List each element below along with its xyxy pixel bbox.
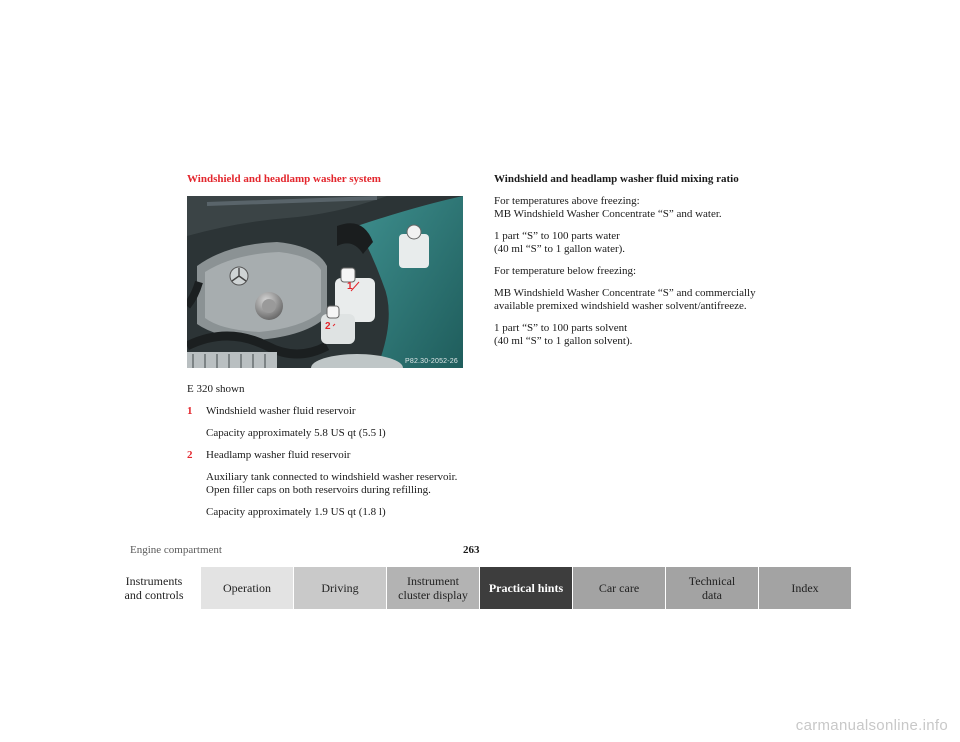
page-number: 263 <box>463 544 480 556</box>
right-column <box>494 172 784 357</box>
nav-tab-technical-data[interactable]: Technical data <box>666 567 759 609</box>
engine-illustration <box>187 196 463 368</box>
nav-tab-driving[interactable]: Driving <box>294 567 387 609</box>
figure-caption: E 320 shown <box>187 383 245 395</box>
chapter-nav <box>108 567 851 609</box>
nav-tab-instrument-cluster[interactable]: Instrument cluster display <box>387 567 480 609</box>
item-title: Windshield washer fluid reservoir <box>206 405 356 417</box>
section-footer: Engine compartment <box>130 544 222 556</box>
item-number: 1 <box>187 405 193 417</box>
nav-tab-practical-hints[interactable]: Practical hints <box>480 567 573 609</box>
nav-tab-instruments-controls[interactable]: Instruments and controls <box>108 567 201 609</box>
list-item <box>187 405 467 440</box>
list-item <box>187 449 467 519</box>
item-number: 2 <box>187 449 193 461</box>
item-detail: Auxiliary tank connected to windshield washer reservoir. Open filler caps on both reservoirs during refilling. <box>206 471 458 496</box>
paragraph: 1 part “S” to 100 parts water (40 ml “S” to 1 gallon water). <box>494 230 626 255</box>
callout-2: 2 <box>325 321 331 332</box>
item-title: Headlamp washer fluid reservoir <box>206 449 351 461</box>
watermark: carmanualsonline.info <box>795 717 948 734</box>
paragraph: 1 part “S” to 100 parts solvent (40 ml “S” to 1 gallon solvent). <box>494 322 633 347</box>
section-heading: Windshield and headlamp washer system <box>187 173 381 185</box>
figure-code: P82.30-2052-26 <box>404 358 458 365</box>
item-detail: Capacity approximately 1.9 US qt (1.8 l) <box>206 506 386 518</box>
engine-compartment-figure <box>187 196 463 368</box>
nav-tab-operation[interactable]: Operation <box>201 567 294 609</box>
nav-tab-index[interactable]: Index <box>759 567 851 609</box>
paragraph: MB Windshield Washer Concentrate “S” and commercially available premixed windshield washer solvent/antifreeze. <box>494 287 756 312</box>
left-column <box>187 172 467 519</box>
mixing-ratio-heading: Windshield and headlamp washer fluid mixing ratio <box>494 173 739 185</box>
nav-tab-car-care[interactable]: Car care <box>573 567 666 609</box>
callout-1: 1 <box>347 281 353 292</box>
paragraph: For temperatures above freezing: MB Windshield Washer Concentrate “S” and water. <box>494 195 722 220</box>
item-detail: Capacity approximately 5.8 US qt (5.5 l) <box>206 427 386 439</box>
paragraph: For temperature below freezing: <box>494 265 637 277</box>
